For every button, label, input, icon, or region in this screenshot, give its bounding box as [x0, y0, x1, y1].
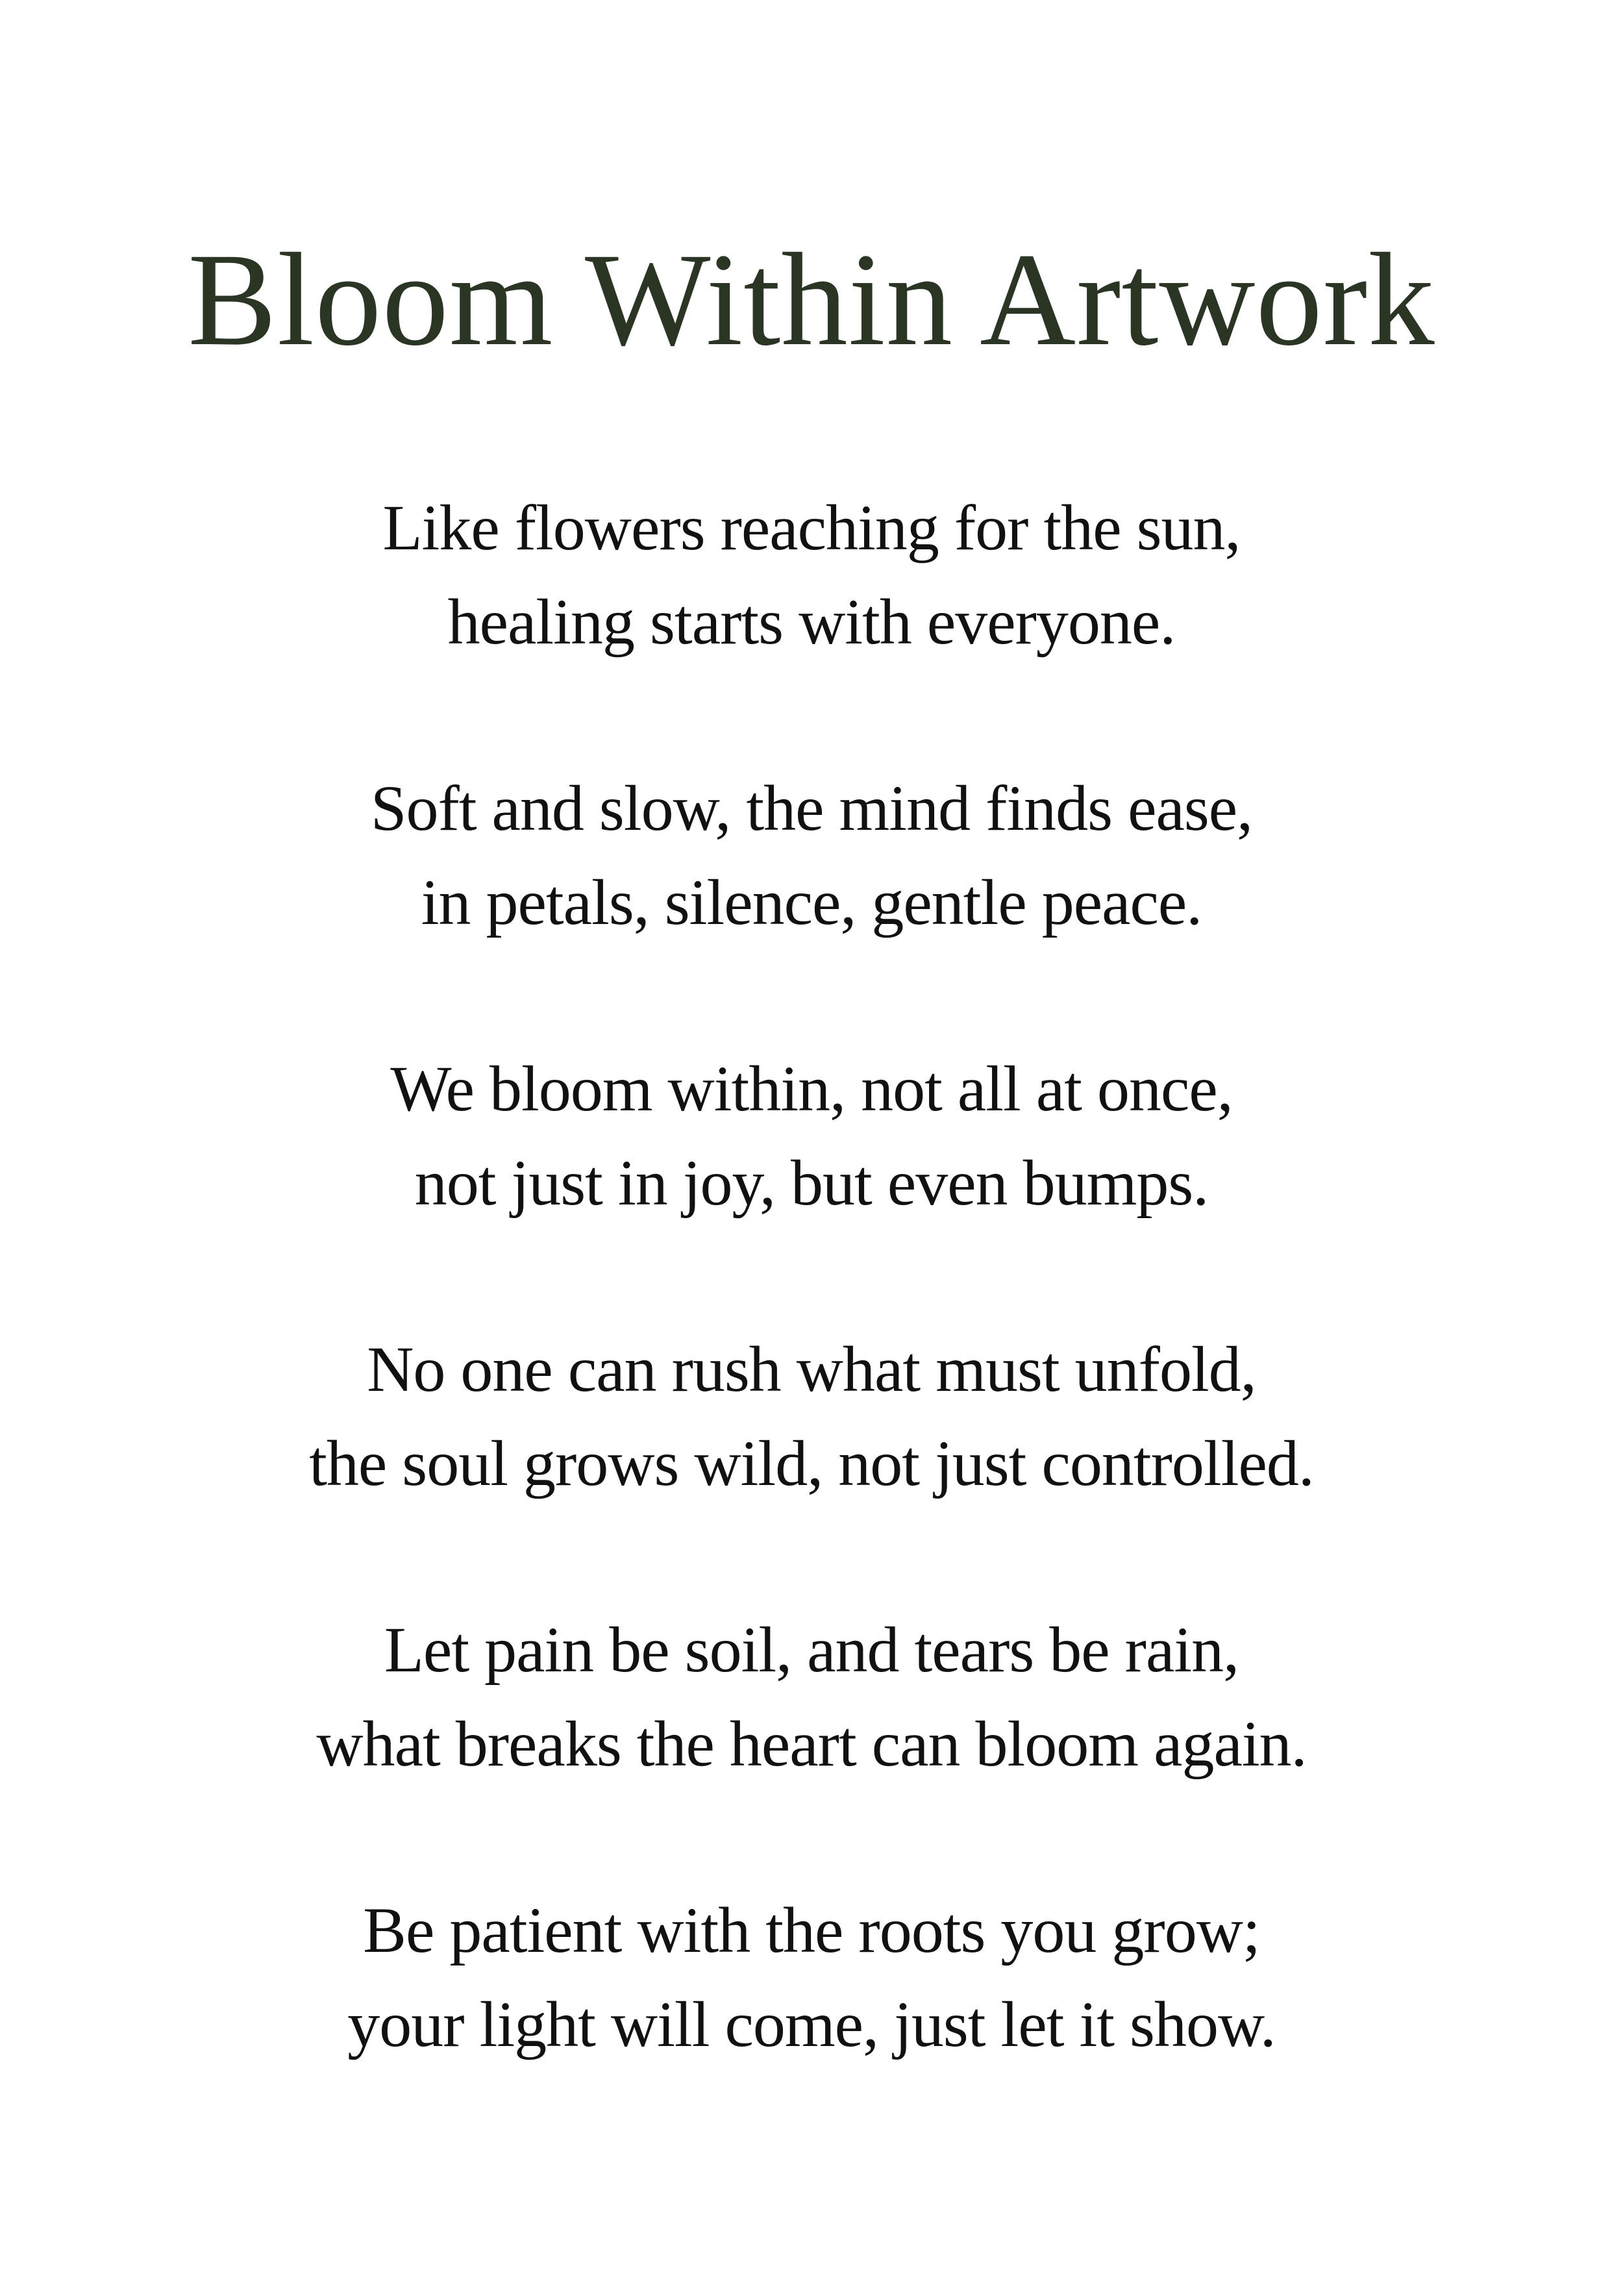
poem-line: your light will come, just let it show.: [347, 1988, 1276, 2060]
poem-line: what breaks the heart can bloom again.: [316, 1708, 1307, 1780]
poem-line: Be patient with the roots you grow;: [363, 1894, 1260, 1966]
poem-line: the soul grows wild, not just controlled.: [309, 1427, 1314, 1499]
poem-line: healing starts with everyone.: [447, 586, 1176, 658]
page-title: Bloom Within Artwork: [188, 226, 1435, 373]
poem-line: in petals, silence, gentle peace.: [421, 866, 1202, 938]
stanza-6: [0, 1883, 1623, 2071]
poem-line: Let pain be soil, and tears be rain,: [384, 1614, 1239, 1686]
stanza-2: [0, 761, 1623, 949]
poem-line: Soft and slow, the mind finds ease,: [370, 772, 1253, 844]
poem-line: No one can rush what must unfold,: [367, 1333, 1256, 1405]
poem-line: not just in joy, but even bumps.: [414, 1147, 1209, 1219]
poem-body: [0, 480, 1623, 2164]
stanza-1: [0, 480, 1623, 669]
stanza-3: [0, 1042, 1623, 1230]
poem-line: Like flowers reaching for the sun,: [382, 492, 1241, 564]
stanza-5: [0, 1603, 1623, 1791]
poem-line: We bloom within, not all at once,: [390, 1053, 1233, 1125]
stanza-4: [0, 1322, 1623, 1510]
